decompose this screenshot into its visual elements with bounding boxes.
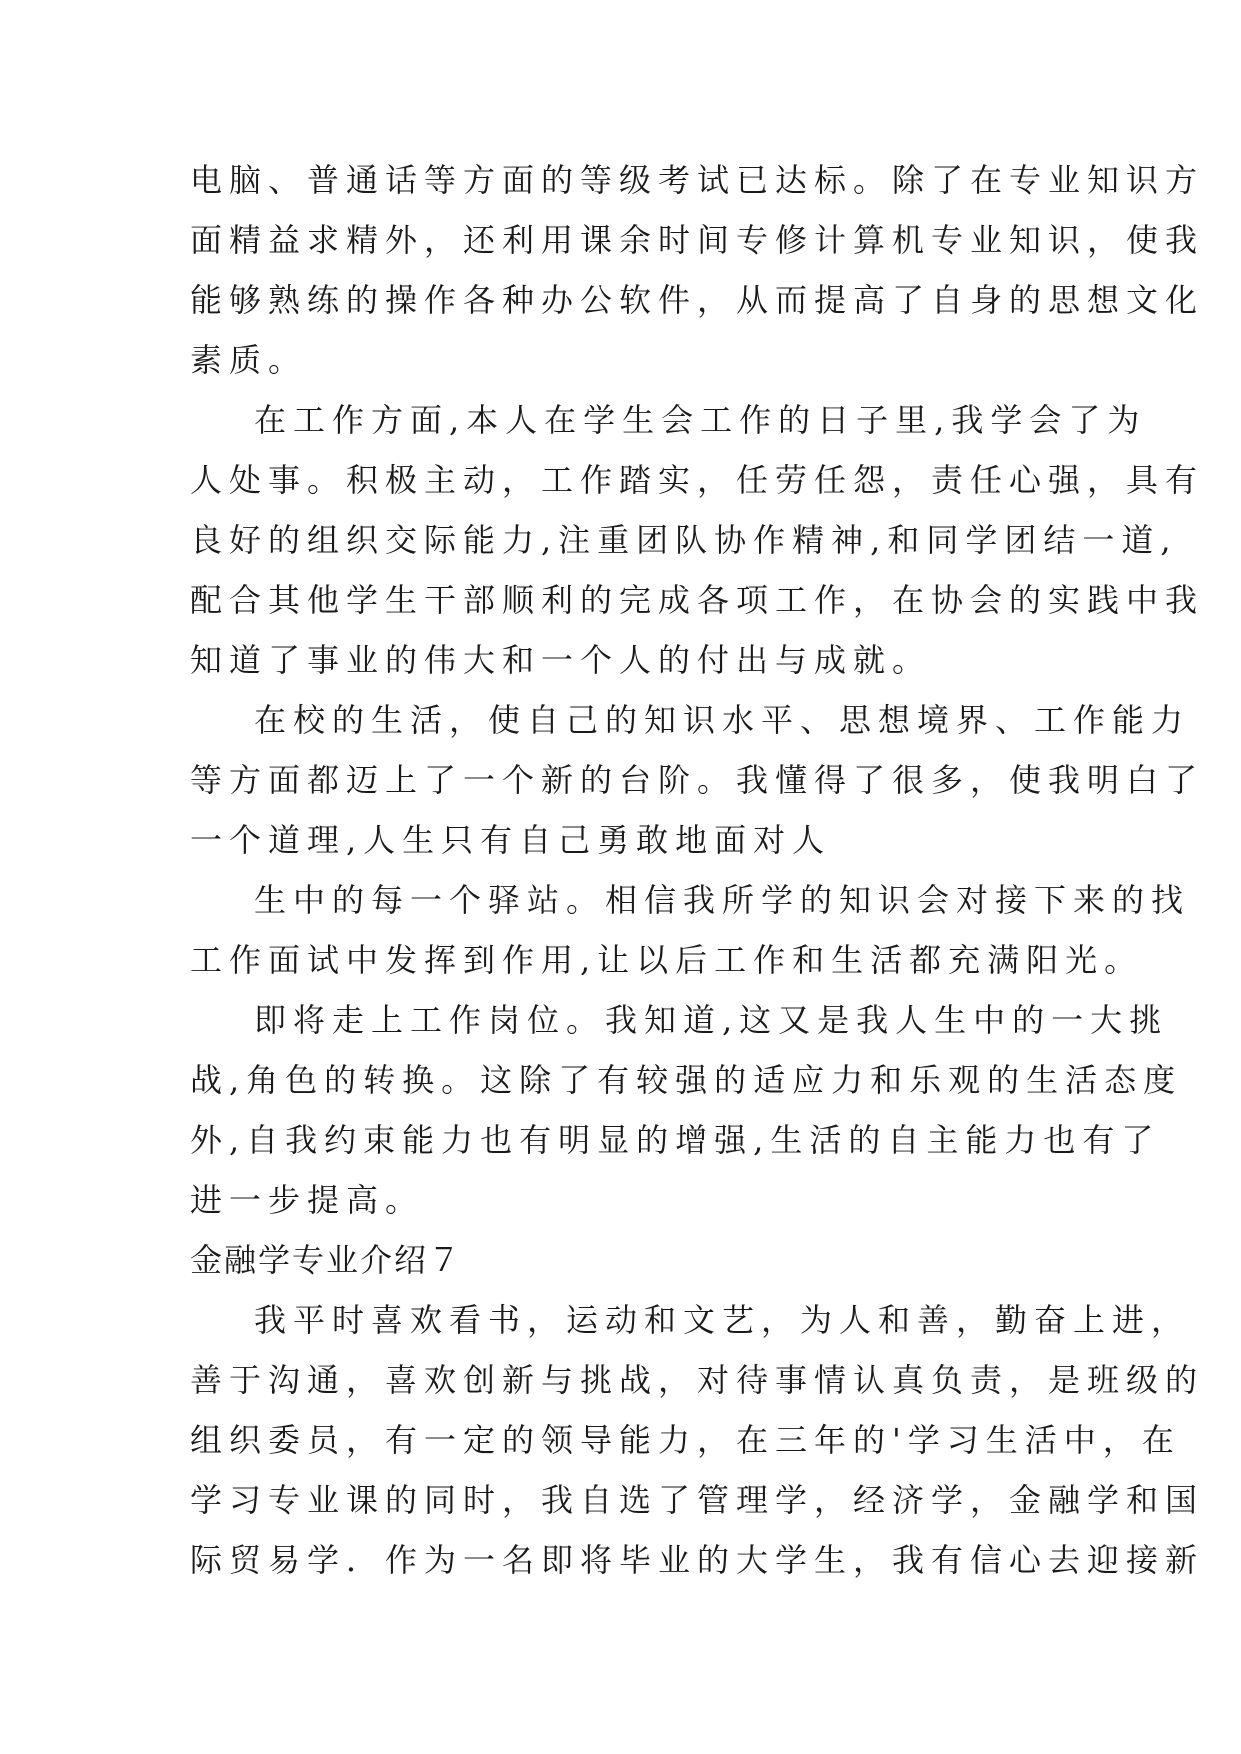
text-line: 配合其他学生干部顺利的完成各项工作，在协会的实践中我 xyxy=(190,581,1205,619)
text-line: 际贸易学．作为一名即将毕业的大学生，我有信心去迎接新 xyxy=(190,1541,1205,1579)
document-body xyxy=(190,150,1205,1590)
text-line: 面精益求精外，还利用课余时间专修计算机专业知识，使我 xyxy=(190,221,1205,259)
text-line: 生中的每一个驿站。相信我所学的知识会对接下来的找 xyxy=(254,881,1191,919)
text-line: 即将走上工作岗位。我知道,这又是我人生中的一大挑 xyxy=(254,1001,1169,1039)
section-heading: 金融学专业介绍７ xyxy=(190,1241,463,1279)
text-line: 外,自我约束能力也有明显的增强,生活的自主能力也有了 xyxy=(190,1121,1161,1159)
text-line: 等方面都迈上了一个新的台阶。我懂得了很多，使我明白了 xyxy=(190,761,1205,799)
text-line: 人处事。积极主动，工作踏实，任劳任怨，责任心强，具有 xyxy=(190,461,1205,499)
text-line: 素质。 xyxy=(190,341,308,379)
text-line: 学习专业课的同时，我自选了管理学，经济学，金融学和国 xyxy=(190,1481,1205,1519)
text-line: 组织委员，有一定的领导能力，在三年的'学习生活中，在 xyxy=(190,1421,1181,1459)
text-line: 进一步提高。 xyxy=(190,1181,425,1219)
text-line: 一个道理,人生只有自己勇敢地面对人 xyxy=(190,821,832,859)
text-line: 在校的生活，使自己的知识水平、思想境界、工作能力 xyxy=(254,701,1191,739)
text-line: 能够熟练的操作各种办公软件，从而提高了自身的思想文化 xyxy=(190,281,1205,319)
text-line: 善于沟通，喜欢创新与挑战，对待事情认真负责，是班级的 xyxy=(190,1361,1205,1399)
text-line: 工作面试中发挥到作用,让以后工作和生活都充满阳光。 xyxy=(190,941,1144,979)
text-line: 知道了事业的伟大和一个人的付出与成就。 xyxy=(190,641,932,679)
text-line: 我平时喜欢看书，运动和文艺，为人和善，勤奋上进， xyxy=(254,1301,1191,1339)
text-line: 电脑、普通话等方面的等级考试已达标。除了在专业知识方 xyxy=(190,161,1205,199)
text-line: 在工作方面,本人在学生会工作的日子里,我学会了为 xyxy=(254,401,1147,439)
text-line: 战,角色的转换。这除了有较强的适应力和乐观的生活态度 xyxy=(190,1061,1183,1099)
text-line: 良好的组织交际能力,注重团队协作精神,和同学团结一道, xyxy=(190,521,1178,559)
